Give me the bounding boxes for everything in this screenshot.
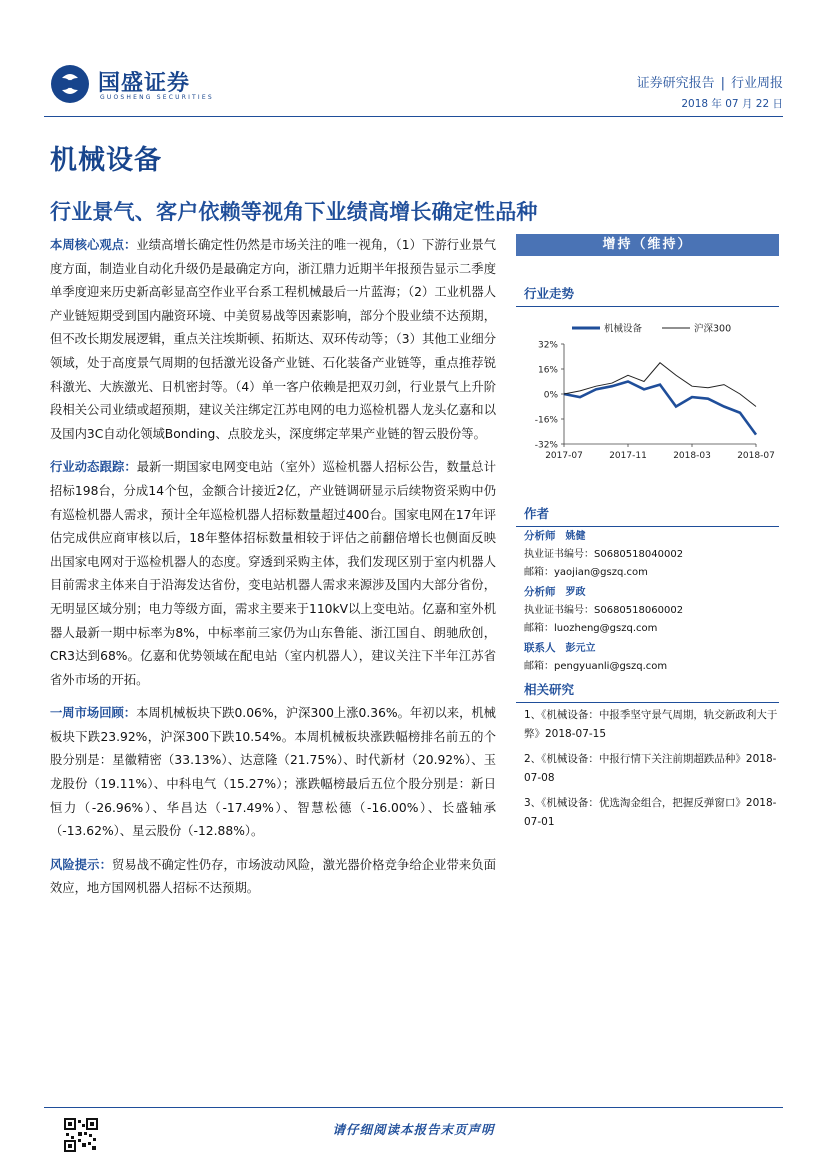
report-type: 证券研究报告 [636, 76, 715, 91]
legend-label: 沪深300 [694, 323, 732, 335]
legend-label: 机械设备 [604, 323, 643, 335]
email-label: 邮箱： [524, 623, 554, 634]
research-item[interactable]: 3、《机械设备：优选淘金组合，把握反弹窗口》2018-07-01 [524, 797, 777, 828]
y-tick-label: 0% [543, 390, 558, 401]
report-type-line [637, 72, 783, 91]
analyst-email[interactable]: luozheng@gszq.com [554, 623, 658, 634]
section-label: 风险提示： [50, 857, 112, 872]
y-tick-label: 16% [537, 365, 558, 376]
analyst-1 [524, 530, 779, 579]
y-tick-label: -16% [534, 415, 558, 426]
analyst-2 [524, 586, 779, 635]
x-tick-label: 2017-07 [545, 451, 583, 461]
brand-name: 国盛证券 [98, 70, 191, 96]
section-text: 本周机械板块下跌0.06%，沪深300上涨0.36%。年初以来，机械板块下跌23.92%，沪深300下跌10.54%。本周机械板块涨跌幅榜排名前五的个股分别是：星徽精密（33.13%）、达意隆（21.75%）、时代新材（20.92%）、玉龙股份（19.11%）、中科电气（15.27%）；涨跌幅榜最后五位个股分别是：新日恒力（-26.96%）、华昌达（-17.49%）、智慧松德（-16.00%）、长盛轴承（-13.62%）、星云股份（-12.88%）。 [50, 706, 496, 839]
analyst-email[interactable]: yaojian@gszq.com [554, 567, 648, 578]
research-list [524, 706, 779, 832]
report-date: 2018 年 07 月 22 日 [681, 98, 783, 110]
section-market-review [50, 702, 496, 844]
report-kind: 行业周报 [730, 76, 783, 91]
headline: 行业景气、客户依赖等视角下业绩高增长确定性品种 [50, 200, 538, 224]
y-tick-label: -32% [534, 440, 558, 451]
rating-badge: 增持（维持） [516, 234, 779, 256]
sector-title: 机械设备 [50, 145, 162, 176]
section-risk [50, 854, 496, 901]
section-label: 一周市场回顾： [50, 706, 137, 721]
section-industry-news [50, 456, 496, 692]
y-tick-label: 32% [537, 340, 558, 351]
section-text: 业绩高增长确定性仍然是市场关注的唯一视角，（1）下游行业景气度方面，制造业自动化升级仍是最确定方向，浙江鼎力近期半年报预告显示二季度单季度迎来历史新高彰显高空作业平台系工程机械最后一片蓝海；（2）工业机器人产业链短期受到国内融资环境、中美贸易战等因素影响，部分个股业绩不达预期，但不改长期发展逻辑，重点关注埃斯顿、拓斯达、双环传动等；（3）其他工业细分领域，处于高度景气周期的包括激光设备产业链、石化装备产业链等，重点推荐锐科激光、大族激光、日机密封等。（4）单一客户依赖是把双刃剑，行业景气上升阶段相关公司业绩或超预期，建议关注绑定江苏电网的电力巡检机器人龙头亿嘉和以及国内3C自动化领域Bonding、点胶龙头，深度绑定苹果产业链的智云股份等。 [50, 238, 496, 441]
analyst-name: 罗政 [565, 587, 586, 598]
trend-title: 行业走势 [516, 284, 779, 307]
section-label: 行业动态跟踪： [50, 460, 137, 475]
series-line-machinery [564, 382, 756, 435]
footer-disclaimer: 请仔细阅读本报告末页声明 [332, 1122, 495, 1137]
logo-mark-icon [50, 64, 90, 104]
trend-chart [516, 316, 779, 468]
research-item[interactable]: 1、《机械设备：中报季坚守景气周期，轨交新政利大于弊》2018-07-15 [524, 709, 778, 740]
main-body [50, 234, 496, 911]
contact-person [524, 642, 779, 673]
section-text: 贸易战不确定性仍存，市场波动风险，激光器价格竞争给企业带来负面效应，地方国网机器人招标不达预期。 [50, 857, 496, 896]
x-tick-label: 2018-07 [737, 451, 775, 461]
cert-label: 执业证书编号： [524, 605, 594, 616]
research-item[interactable]: 2、《机械设备：中报行情下关注前期超跌品种》2018-07-08 [524, 753, 777, 784]
header-rule [44, 116, 783, 117]
cert-number: S0680518040002 [594, 549, 684, 560]
cert-label: 执业证书编号： [524, 549, 594, 560]
analyst-role: 分析师 [524, 530, 556, 542]
research-title: 相关研究 [516, 680, 779, 703]
contact-name: 彭元立 [565, 643, 596, 654]
section-label: 本周核心观点： [50, 238, 137, 252]
trend-chart-svg [516, 316, 779, 468]
contact-email[interactable]: pengyuanli@gszq.com [554, 661, 668, 672]
cert-number: S0680518060002 [594, 605, 684, 616]
x-tick-label: 2017-11 [609, 451, 647, 461]
divider: | [720, 76, 725, 91]
analyst-role: 分析师 [524, 586, 556, 598]
x-tick-label: 2018-03 [673, 451, 711, 461]
contact-role: 联系人 [524, 642, 556, 654]
email-label: 邮箱： [524, 567, 554, 578]
analyst-name: 姚健 [565, 531, 586, 542]
brand-name-en: GUOSHENG SECURITIES [100, 94, 214, 101]
section-core-view [50, 234, 496, 446]
email-label: 邮箱： [524, 661, 554, 672]
brand-logo [50, 62, 225, 106]
authors-title: 作者 [516, 504, 779, 527]
section-text: 最新一期国家电网变电站（室外）巡检机器人招标公告，数量总计招标198台，分成14个包，金额合计接近2亿，产业链调研显示后续物资采购中仍有巡检机器人需求，预计全年巡检机器人招标数量超过400台。国家电网在17年评估完成供应商审核以后，18年整体招标数量相较于评估之前翻倍增长也侧面反映出国家电网对于巡检机器人的态度。穿透到采购主体，我们发现区别于室内机器人目前需求主体来自于沿海发达省份，变电站机器人需求来源涉及国内大部分省份，无明显区域分别；电力等级方面，需求主要来于110kV以上变电站。亿嘉和室外机器人最新一期中标率为8%，中标率前三家仍为山东鲁能、浙江国自、朗驰欣创，CR3达到68%。亿嘉和优势领域在配电站（室内机器人），建议关注下半年江苏省省外市场的开拓。 [50, 460, 496, 687]
footer-rule [44, 1107, 783, 1108]
